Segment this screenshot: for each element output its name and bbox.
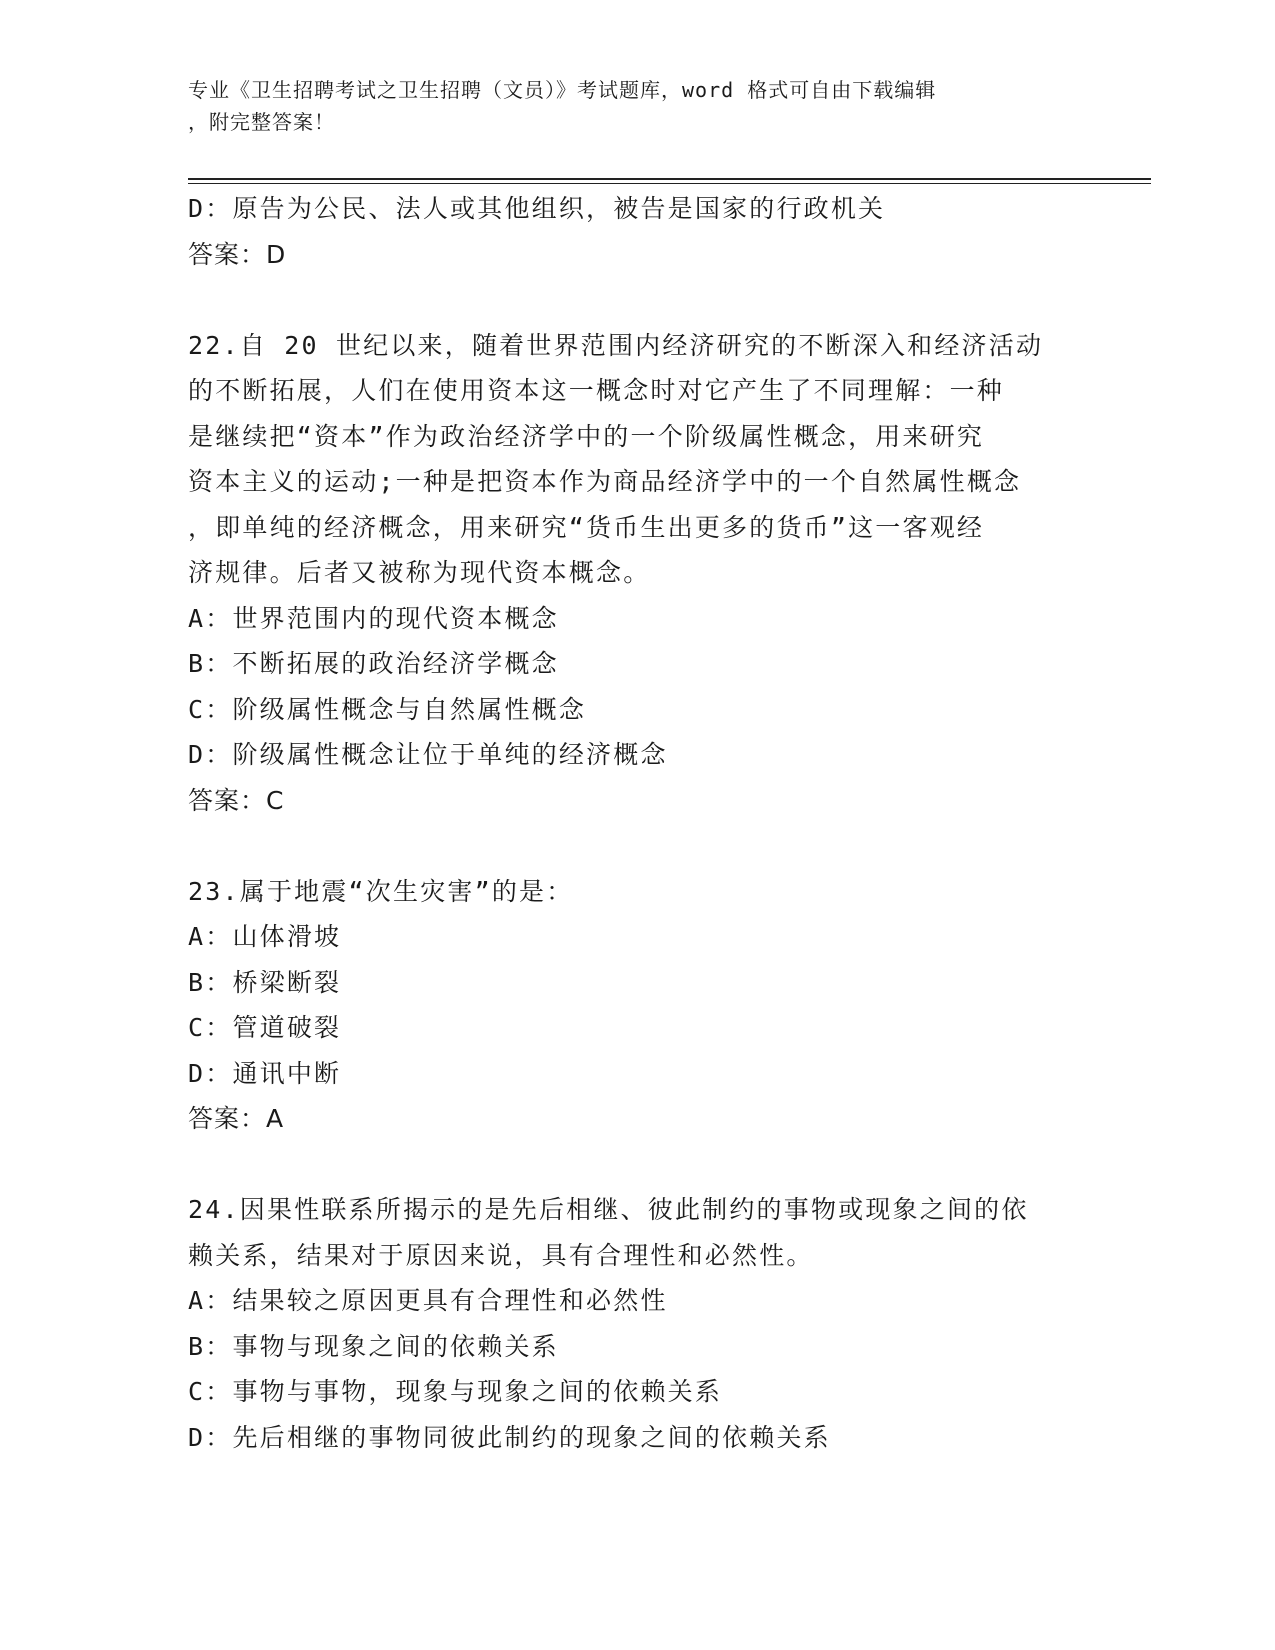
option-a: A：世界范围内的现代资本概念	[188, 603, 559, 633]
question-stem-line: 资本主义的运动;一种是把资本作为商品经济学中的一个自然属性概念	[188, 467, 1022, 496]
question-stem-line: 24.因果性联系所揭示的是先后相继、彼此制约的事物或现象之间的依	[188, 1195, 1029, 1224]
answer-line: 答案：D	[188, 239, 287, 269]
option-c: C：管道破裂	[188, 1013, 342, 1042]
question-stem-line: 23.属于地震“次生灾害”的是：	[188, 876, 574, 906]
question-stem-line: 济规律。后者又被称为现代资本概念。	[188, 558, 651, 587]
question-22	[188, 323, 1088, 824]
spacer	[188, 277, 1088, 323]
question-21-tail	[188, 186, 1088, 277]
option-d: D：阶级属性概念让位于单纯的经济概念	[188, 740, 668, 769]
spacer	[188, 823, 1088, 869]
spacer	[188, 1142, 1088, 1188]
option-b: B：不断拓展的政治经济学概念	[188, 649, 559, 678]
option-a: A：结果较之原因更具有合理性和必然性	[188, 1286, 668, 1315]
option-d: D：原告为公民、法人或其他组织，被告是国家的行政机关	[188, 194, 886, 223]
header-divider-thick	[188, 178, 1151, 180]
option-a: A：山体滑坡	[188, 922, 342, 951]
header-line-2: ，附完整答案！	[188, 110, 335, 134]
option-d: D：通讯中断	[188, 1058, 342, 1088]
answer-line: 答案：C	[188, 785, 285, 815]
header-line-1: 专业《卫生招聘考试之卫生招聘（文员）》考试题库，word 格式可自由下载编辑	[188, 78, 937, 102]
question-stem-line: 是继续把“资本”作为政治经济学中的一个阶级属性概念，用来研究	[188, 421, 985, 451]
answer-line: 答案：A	[188, 1104, 285, 1133]
page-header	[188, 74, 1088, 138]
question-24	[188, 1187, 1088, 1460]
question-content	[188, 186, 1088, 1460]
option-d: D：先后相继的事物同彼此制约的现象之间的依赖关系	[188, 1422, 831, 1452]
option-b: B：桥梁断裂	[188, 967, 342, 997]
question-stem-line: ，即单纯的经济概念，用来研究“货币生出更多的货币”这一客观经	[188, 512, 985, 542]
question-stem-line: 22.自 20 世纪以来，随着世界范围内经济研究的不断深入和经济活动	[188, 330, 1044, 360]
option-b: B：事物与现象之间的依赖关系	[188, 1331, 559, 1361]
option-c: C：事物与事物，现象与现象之间的依赖关系	[188, 1377, 723, 1406]
option-c: C：阶级属性概念与自然属性概念	[188, 694, 587, 724]
question-stem-line: 赖关系，结果对于原因来说，具有合理性和必然性。	[188, 1240, 814, 1270]
header-divider-thin	[188, 183, 1151, 184]
question-23	[188, 869, 1088, 1142]
question-stem-line: 的不断拓展，人们在使用资本这一概念时对它产生了不同理解：一种	[188, 376, 1005, 405]
